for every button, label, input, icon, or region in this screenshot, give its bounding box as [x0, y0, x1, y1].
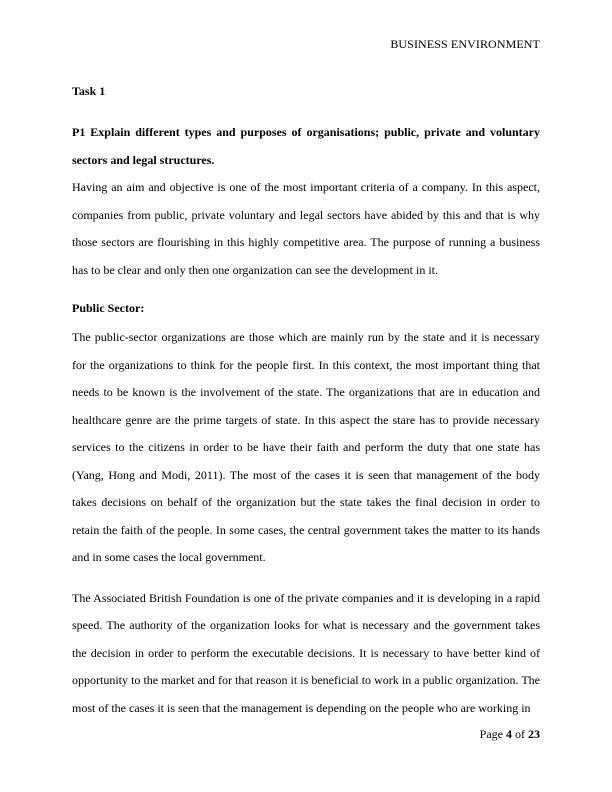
task-title: Task 1	[72, 84, 106, 98]
total-pages-number: 23	[528, 727, 540, 741]
of-label: of	[515, 727, 525, 741]
public-sector-paragraph: The public-sector organizations are those which are mainly run by the state and it is necessary for the organizations to think for the people first. In this context, the most important thing that needs to be known is the involvement of the state. The organizations that are in education and healthcare genre are the prime targets of state. In this aspect the stare has to provide necessary services to the citizens in order to be have their faith and perform the duty that one state has (Yang, Hong and Modi, 2011). The most of the cases it is seen that management of the body takes decisions on behalf of the organization but the state takes the final decision in order to retain the faith of the people. In some cases, the central government takes the matter to its hands and in some cases the local government.	[72, 330, 540, 564]
abf-paragraph: The Associated British Foundation is one of the private companies and it is developing in a rapid speed. The authority of the organization looks for what is necessary and the government takes the decision in order to perform the executable decisions. It is necessary to have better kind of opportunity to the market and for that reason it is beneficial to work in a public organization. The most of the cases it is seen that the management is depending on the people who are working in	[72, 590, 540, 715]
running-header: BUSINESS ENVIRONMENT	[390, 37, 540, 51]
p1-intro-paragraph: Having an aim and objective is one of the most important criteria of a company. In this aspect, companies from public, private voluntary and legal sectors have abided by this and that is why those sectors are flourishing in this highly competitive area. The purpose of running a business has to be clear and only then one organization can see the development in it.	[72, 180, 540, 277]
public-sector-heading: Public Sector:	[72, 301, 145, 315]
document-body	[72, 80, 540, 722]
p1-heading: P1 Explain different types and purposes of organisations; public, private and voluntary sectors and legal structures.	[72, 125, 540, 167]
page-label: Page	[479, 727, 503, 741]
current-page-number: 4	[506, 727, 512, 741]
page-footer	[480, 727, 540, 742]
